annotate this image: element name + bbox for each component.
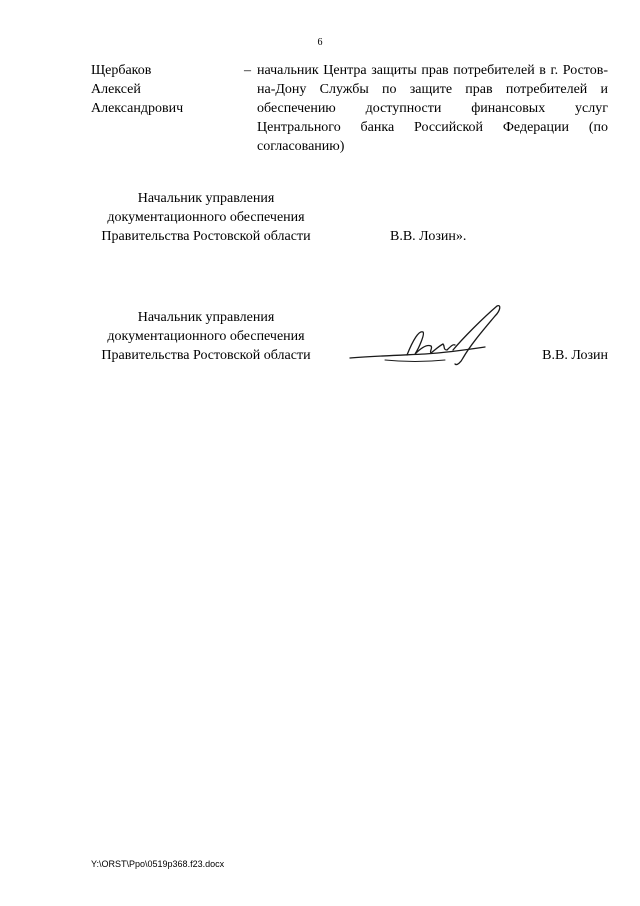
member-patronymic: Александрович [91,101,184,116]
signer-role-line-1: Начальник управления [137,191,275,206]
signer-role-line-1: Начальник управления [137,310,275,325]
page-number: 6 [317,37,323,48]
signer-role-line-2: документационного обеспечения [107,210,305,225]
handwritten-signature [345,300,505,380]
signature-stroke-flourish [453,306,500,365]
signer-role-line-2: документационного обеспечения [107,329,305,344]
signer-name: В.В. Лозин». [390,229,467,244]
member-dash: – [244,63,251,78]
signature-stroke-underline [385,360,445,362]
document-file-path: Y:\ORST\Ppo\0519p368.f23.docx [91,859,225,869]
member-name [91,61,241,118]
signer-role-line-3: Правительства Ростовской области [101,348,311,363]
member-surname: Щербаков [91,63,152,78]
member-first-name: Алексей [91,82,141,97]
signer-role-line-3: Правительства Ростовской области [101,229,311,244]
signer-name: В.В. Лозин [542,348,608,363]
signature-block-closing [91,189,611,246]
member-position: начальник Центра защиты прав потребителей в г. Ростов-на-Дону Службы по защите прав потребителей и обеспечению доступности финансовых услуг Центрального банка Российской Федерации (по согласованию) [257,63,608,154]
